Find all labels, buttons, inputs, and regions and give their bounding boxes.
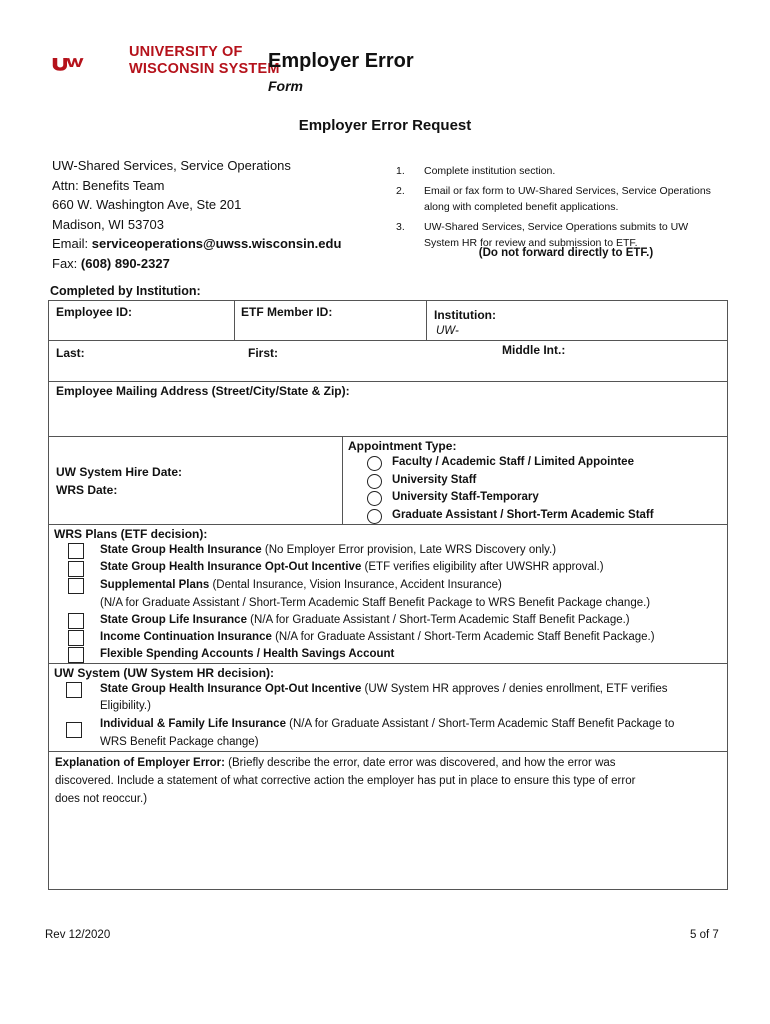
option-temporary-label: University Staff-Temporary	[392, 491, 539, 503]
step-item	[396, 183, 716, 215]
checkbox-uw-opt-out[interactable]	[66, 682, 82, 698]
appointment-option	[392, 456, 634, 468]
wrs-date-label: WRS Date:	[56, 483, 118, 497]
fax-label: Fax:	[52, 255, 81, 271]
contact-block	[52, 156, 341, 273]
plan-name: Individual & Family Life Insurance	[100, 718, 286, 730]
middle-initial-label: Middle Int.:	[502, 343, 566, 357]
appointment-option	[392, 491, 539, 503]
step-text: Complete institution section.	[424, 165, 556, 177]
uw-system-label: UW System (UW System HR decision):	[54, 666, 275, 680]
logo-line2: WISCONSIN SYSTEM	[129, 61, 280, 77]
employee-id-label: Employee ID:	[56, 305, 133, 319]
plan-note-line2: Eligibility.)	[100, 700, 151, 712]
plan-note: (UW System HR approves / denies enrollment, ETF verifies	[361, 683, 668, 695]
do-not-forward-note: (Do not forward directly to ETF.)	[478, 247, 654, 259]
plan-name: State Group Health Insurance Opt-Out Incentive	[100, 683, 362, 695]
step-number: 1.	[396, 165, 405, 177]
explanation-line2: discovered. Include a statement of what corrective action the employer has put in place to ensure this type of error	[55, 775, 636, 787]
checkbox-income-continuation[interactable]	[68, 630, 84, 646]
first-name-label: First:	[248, 346, 278, 360]
appointment-option	[392, 509, 654, 521]
wrs-plan-item	[100, 579, 502, 591]
plan-name: State Group Health Insurance Opt-Out Incentive	[100, 561, 362, 573]
step-number: 2.	[396, 185, 405, 197]
appointment-type-label: Appointment Type:	[348, 439, 457, 453]
plan-note: (Dental Insurance, Vision Insurance, Accident Insurance)	[209, 579, 502, 591]
plan-note: (N/A for Graduate Assistant / Short-Term Academic Staff Benefit Package.)	[246, 614, 630, 626]
checkbox-health-opt-out[interactable]	[68, 561, 84, 577]
contact-line2: Attn: Benefits Team	[52, 177, 165, 193]
uw-logo	[52, 46, 127, 82]
explanation-line1	[55, 754, 720, 772]
etf-member-id-label: ETF Member ID:	[241, 305, 333, 319]
radio-university-staff-temporary[interactable]	[367, 491, 382, 506]
checkbox-state-health[interactable]	[68, 543, 84, 559]
instruction-steps	[396, 163, 716, 255]
middle-initial-field[interactable]	[575, 342, 725, 378]
plan-note: (N/A for Graduate Assistant / Short-Term Academic Staff Benefit Package to	[285, 718, 675, 730]
option-graduate-label: Graduate Assistant / Short-Term Academic Staff	[392, 509, 654, 521]
explanation-text1: (Briefly describe the error, date error was discovered, and how the error was	[224, 757, 616, 769]
page-subtitle: Form	[268, 78, 303, 94]
first-name-field[interactable]	[280, 342, 490, 378]
option-faculty-label: Faculty / Academic Staff / Limited Appointee	[392, 456, 634, 468]
checkbox-family-life[interactable]	[66, 722, 82, 738]
wrs-plan-item	[100, 614, 630, 626]
option-university-staff-label: University Staff	[392, 474, 477, 486]
explanation-field[interactable]	[50, 808, 725, 887]
email-link[interactable]: serviceoperations@uwss.wisconsin.edu	[91, 236, 342, 251]
institution-label: Institution:	[434, 308, 496, 322]
employee-id-field[interactable]	[50, 318, 232, 338]
contact-line4: Madison, WI 53703	[52, 216, 165, 232]
page-number: 5 of 7	[690, 929, 719, 941]
plan-note: (ETF verifies eligibility after UWSHR approval.)	[361, 561, 604, 573]
plan-note-line2: WRS Benefit Package change)	[100, 736, 259, 748]
plan-note: (No Employer Error provision, Late WRS Discovery only.)	[261, 544, 557, 556]
fax-number: (608) 890-2327	[80, 255, 170, 271]
wrs-plan-item	[100, 544, 556, 556]
radio-faculty[interactable]	[367, 456, 382, 471]
last-name-field[interactable]	[85, 342, 235, 378]
form-heading: Employer Error Request	[298, 117, 472, 134]
step-text: UW-Shared Services, Service Operations submits to UW System HR for review and submission to ETF.	[424, 221, 689, 249]
wrs-plan-item	[100, 561, 604, 573]
page-title: Employer Error	[268, 50, 414, 72]
step-number: 3.	[396, 221, 405, 233]
explanation-label: Explanation of Employer Error:	[55, 757, 225, 769]
completed-by-heading: Completed by Institution:	[50, 284, 201, 298]
etf-member-id-field[interactable]	[236, 318, 424, 338]
institution-field[interactable]: UW-	[436, 325, 459, 337]
revision-date: Rev 12/2020	[45, 929, 111, 941]
contact-email	[52, 234, 341, 254]
logo-line1: UNIVERSITY OF	[129, 44, 243, 60]
logo-wordmark	[129, 44, 280, 78]
appointment-option	[392, 474, 476, 486]
explanation-instructions	[55, 754, 720, 808]
explanation-line3: does not reoccur.)	[55, 793, 148, 805]
step-item	[396, 163, 716, 179]
plan-name: State Group Health Insurance	[100, 544, 262, 556]
contact-fax	[52, 254, 341, 274]
mailing-address-label: Employee Mailing Address (Street/City/State & Zip):	[56, 384, 350, 398]
plan-name: Supplemental Plans	[100, 579, 210, 591]
wrs-plan-item	[100, 631, 655, 643]
step-text: Email or fax form to UW-Shared Services, Service Operations along with completed benefit applications.	[424, 185, 711, 213]
checkbox-life-insurance[interactable]	[68, 613, 84, 629]
wrs-plan-item	[100, 648, 394, 660]
radio-university-staff[interactable]	[367, 474, 382, 489]
uw-plan-item	[100, 683, 667, 695]
plan-note-line2: (N/A for Graduate Assistant / Short-Term Academic Staff Benefit Package to WRS Benefit Package change.)	[100, 597, 651, 609]
checkbox-supplemental[interactable]	[68, 578, 84, 594]
plan-name: Flexible Spending Accounts / Health Savings Account	[100, 648, 395, 660]
contact-line1: UW-Shared Services, Service Operations	[52, 158, 291, 173]
plan-name: State Group Life Insurance	[100, 614, 247, 626]
hire-date-label: UW System Hire Date:	[56, 465, 183, 479]
uw-plan-item	[100, 718, 674, 730]
radio-graduate-assistant[interactable]	[367, 509, 382, 524]
checkbox-flexible-spending[interactable]	[68, 647, 84, 663]
last-name-label: Last:	[56, 346, 85, 360]
email-label: Email:	[52, 236, 92, 251]
contact-line3: 660 W. Washington Ave, Ste 201	[52, 197, 242, 212]
plan-name: Income Continuation Insurance	[100, 631, 272, 643]
plan-note: (N/A for Graduate Assistant / Short-Term Academic Staff Benefit Package.)	[271, 631, 655, 643]
mailing-address-field[interactable]	[50, 400, 725, 434]
wrs-plans-label: WRS Plans (ETF decision):	[54, 527, 208, 541]
